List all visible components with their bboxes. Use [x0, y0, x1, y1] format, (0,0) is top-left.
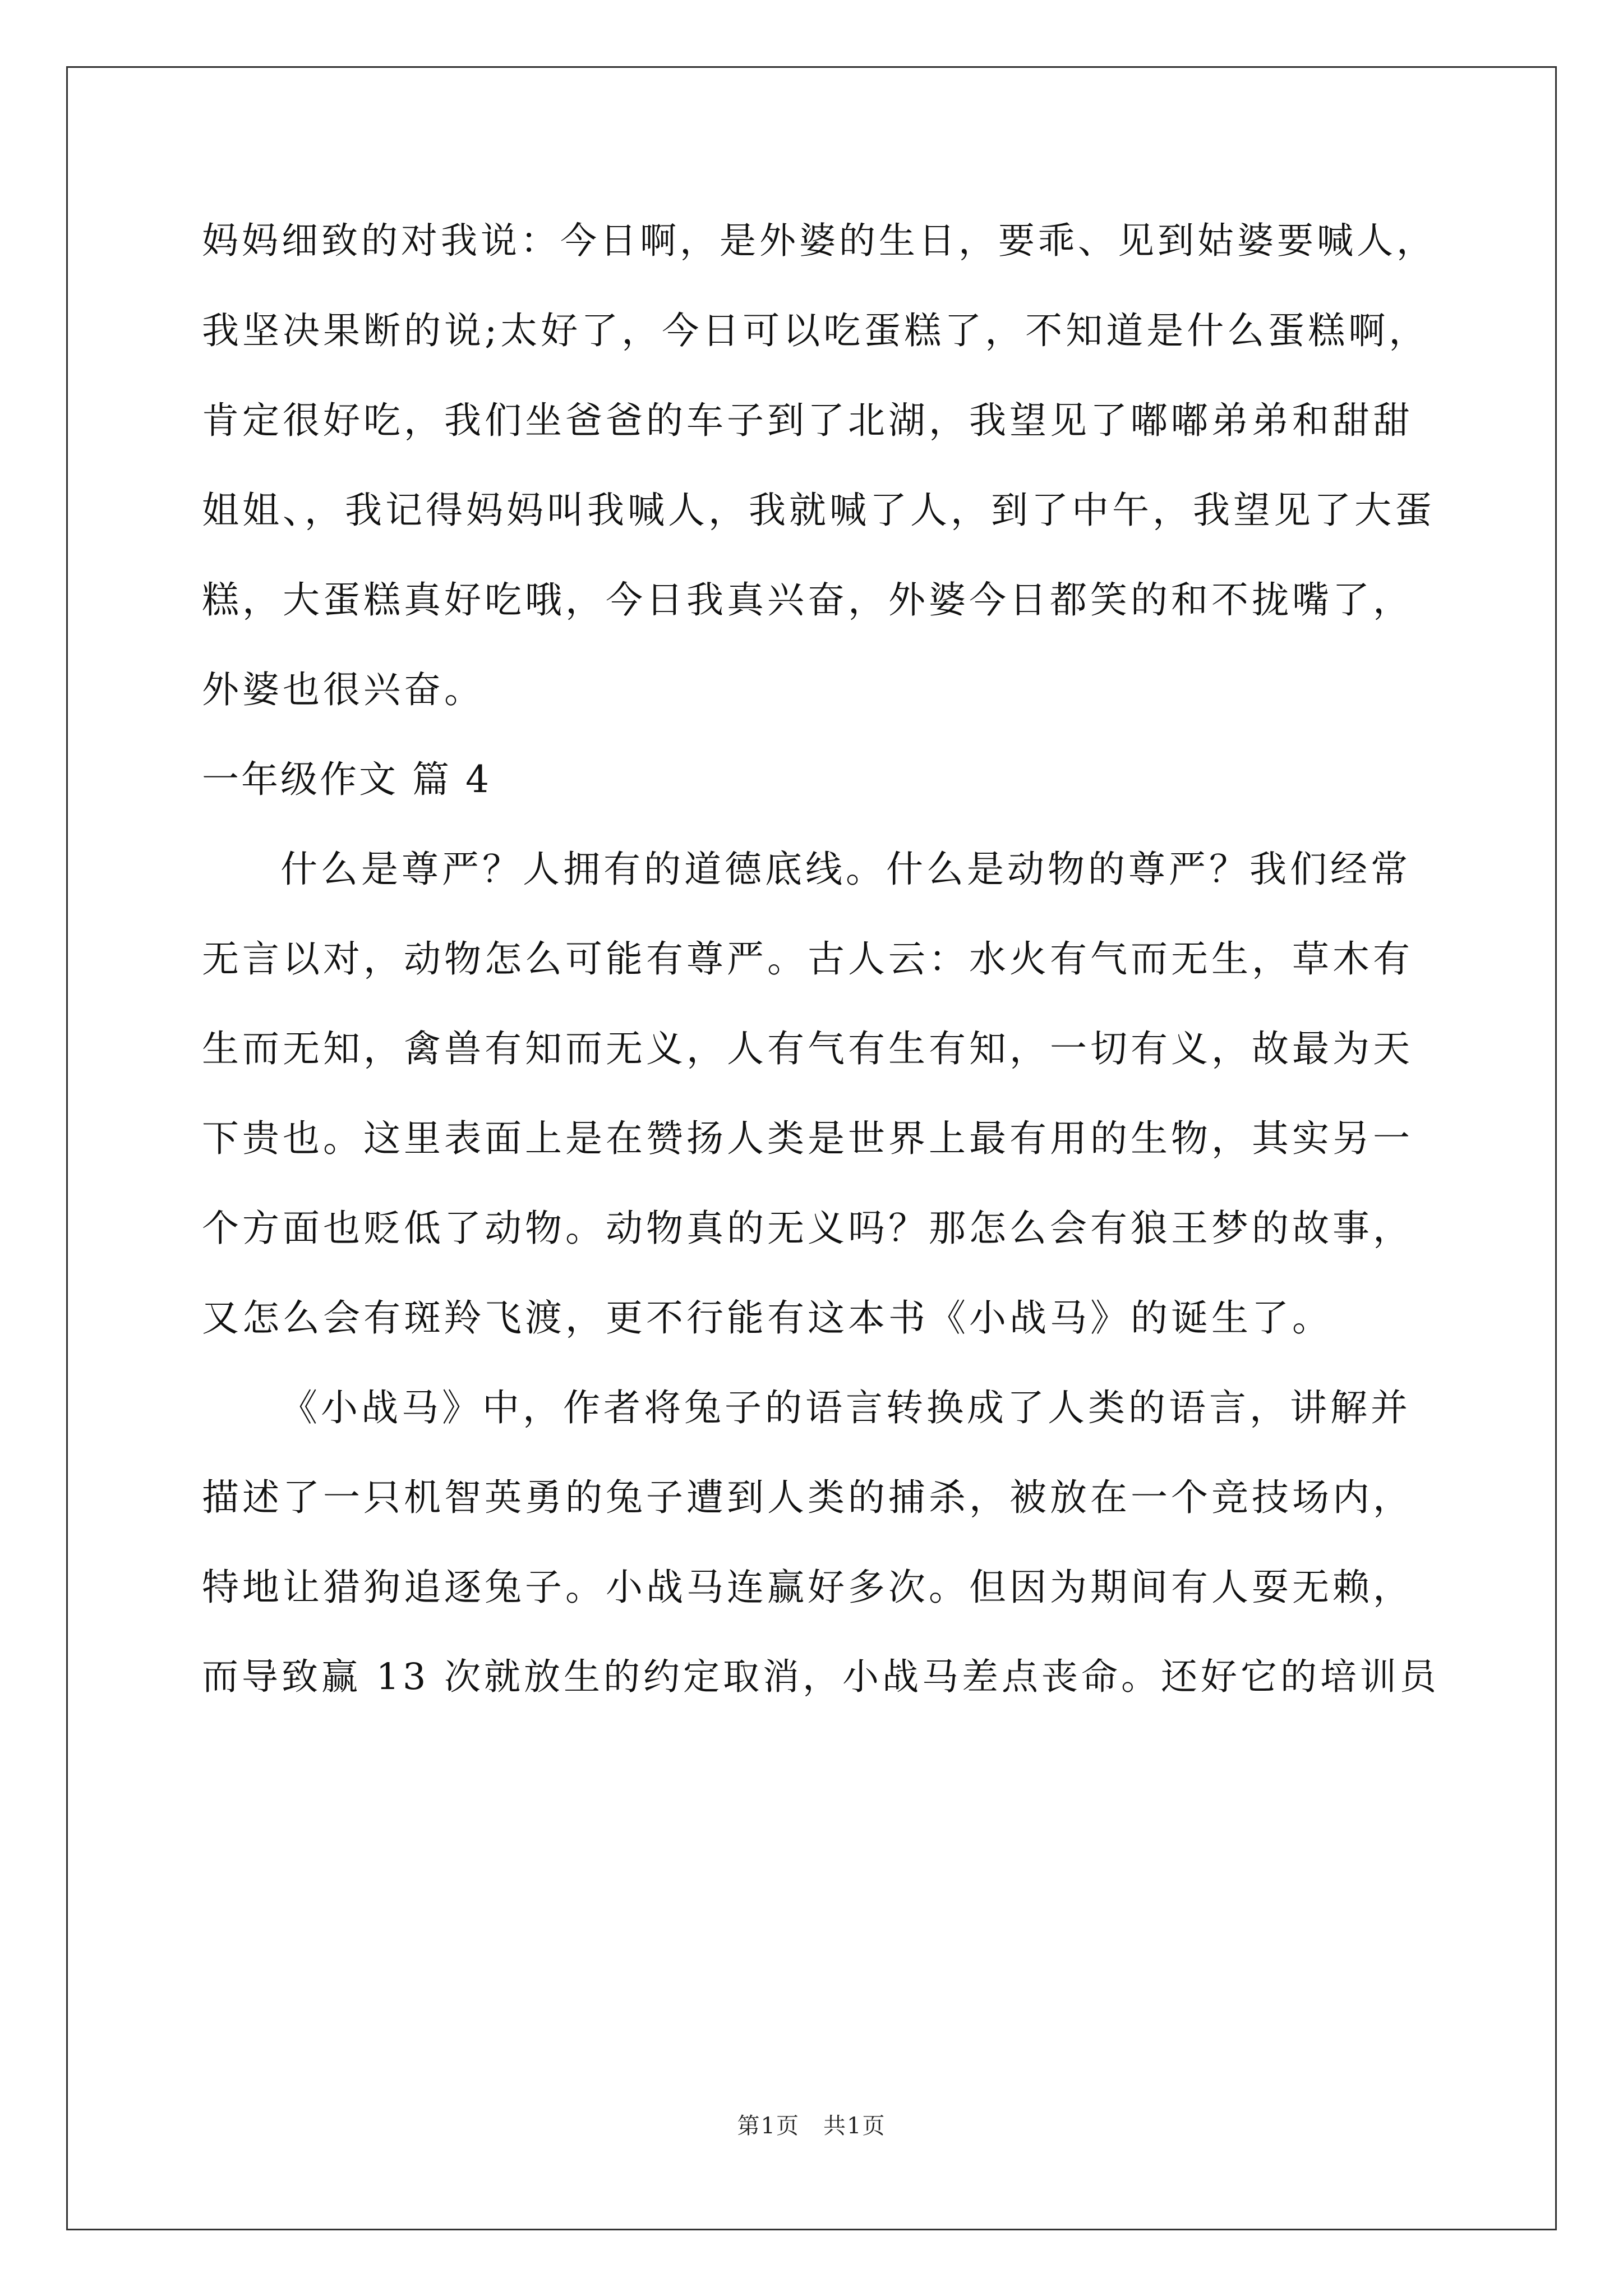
paragraph-first-line: 《小战马》中，作者将兔子的语言转换成了人类的语言，讲解并: [280, 1386, 1411, 1429]
text-line: 肯定很好吃，我们坐爸爸的车子到了北湖，我望见了嘟嘟弟弟和甜甜: [202, 399, 1413, 442]
text-line: 无言以对，动物怎么可能有尊严。古人云：水火有气而无生，草木有: [202, 937, 1413, 981]
text-line: 生而无知，禽兽有知而无义，人有气有生有知，一切有义，故最为天: [202, 1027, 1413, 1070]
text-line: 描述了一只机智英勇的兔子遭到人类的捕杀，被放在一个竞技场内，: [202, 1476, 1413, 1519]
text-line: 我坚决果断的说;太好了，今日可以吃蛋糕了，不知道是什么蛋糕啊，: [202, 309, 1430, 352]
text-line: 糕，大蛋糕真好吃哦，今日我真兴奋，外婆今日都笑的和不拢嘴了，: [202, 578, 1413, 622]
text-line: 下贵也。这里表面上是在赞扬人类是世界上最有用的生物，其实另一: [202, 1117, 1413, 1160]
text-line: 又怎么会有斑羚飞渡，更不行能有这本书《小战马》的诞生了。: [202, 1296, 1332, 1340]
text-line: 妈妈细致的对我说：今日啊，是外婆的生日，要乖、见到姑婆要喊人，: [202, 220, 1437, 262]
page-footer: 第1页 共1页: [737, 2113, 886, 2139]
text-line: 个方面也贬低了动物。动物真的无义吗？那怎么会有狼王梦的故事，: [202, 1207, 1413, 1250]
text-line: 姐姐、，我记得妈妈叫我喊人，我就喊了人，到了中午，我望见了大蛋: [202, 489, 1435, 532]
paragraph-first-line: 什么是尊严？人拥有的道德底线。什么是动物的尊严？我们经常: [280, 848, 1411, 891]
text-line: 而导致赢 13 次就放生的约定取消，小战马差点丧命。还好它的培训员: [202, 1656, 1440, 1698]
document-body: [202, 213, 1441, 1739]
text-line: 特地让猎狗追逐兔子。小战马连赢好多次。但因为期间有人耍无赖，: [202, 1566, 1413, 1609]
section-heading: 一年级作文 篇 4: [202, 758, 491, 801]
text-line: 外婆也很兴奋。: [202, 668, 485, 711]
